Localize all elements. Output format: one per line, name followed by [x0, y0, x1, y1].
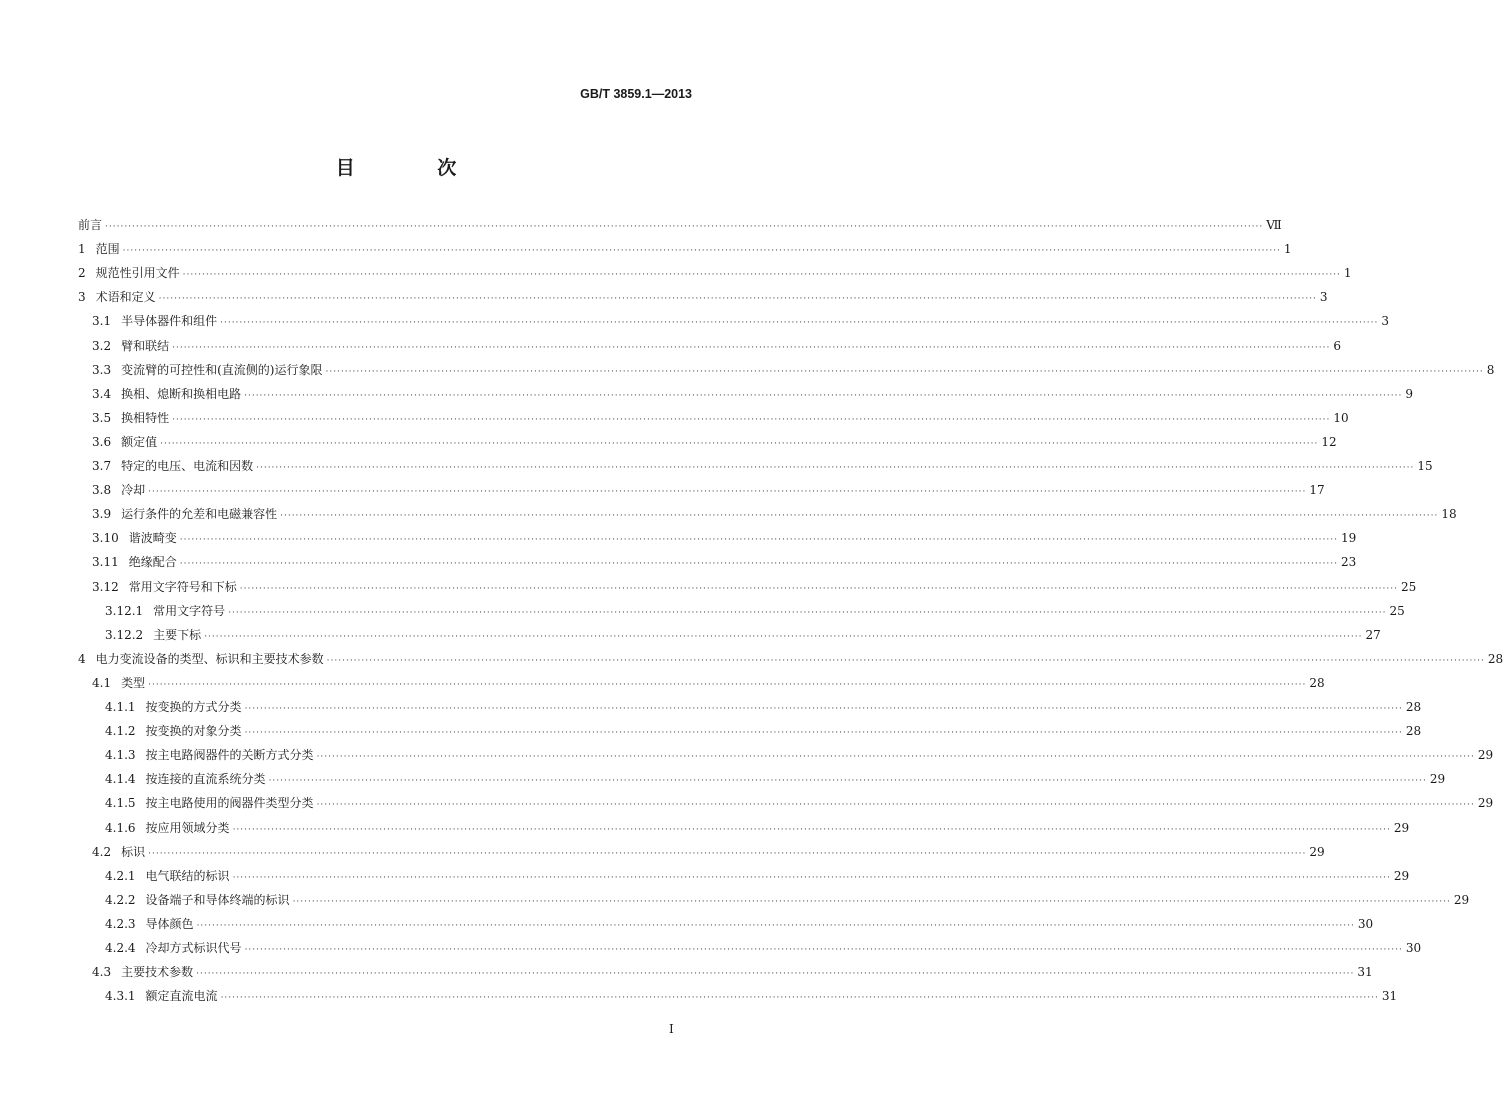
toc-entry-title: 换相特性 — [121, 410, 170, 425]
toc-entry-number: 4.2.3 — [105, 916, 136, 931]
toc-entry-number: 4.2.1 — [105, 868, 136, 883]
toc-dot-leader: ············································································································································································································································································································ — [244, 945, 1403, 955]
toc-dot-leader: ············································································································································································································································································································ — [196, 920, 1355, 931]
toc-dot-leader: ············································································································································································································································································································ — [256, 463, 1415, 473]
toc-entry-title: 特定的电压、电流和因数 — [121, 459, 254, 473]
toc-dot-leader: ············································································································································································································································································································ — [160, 438, 1319, 449]
toc-entry[interactable] — [78, 240, 1292, 258]
page-number: I — [669, 1022, 674, 1036]
toc-entry[interactable] — [105, 987, 1398, 1005]
toc-entry[interactable] — [105, 722, 1422, 740]
toc-entry-title: 换相、熄断和换相电路 — [121, 386, 242, 401]
toc-entry-number: 4.2 — [92, 844, 112, 859]
toc-dot-leader: ············································································································································································································································································································ — [244, 728, 1403, 739]
toc-entry-title: 额定直流电流 — [145, 989, 218, 1004]
toc-entry-number: 4.1.5 — [105, 796, 136, 811]
toc-entry-title: 绝缘配合 — [128, 555, 177, 570]
toc-entry-page: 12 — [1321, 434, 1337, 449]
toc-dot-leader: ············································································································································································································································································································ — [316, 800, 1475, 811]
toc-entry-title: 主要下标 — [153, 627, 202, 642]
toc-dot-leader: ············································································································································································································································································································ — [179, 559, 1338, 570]
toc-entry-title: 设备端子和导体终端的标识 — [145, 892, 290, 907]
toc-entry-title: 按主电路使用的阀器件类型分类 — [145, 796, 314, 811]
toc-entry-number: 3.10 — [92, 531, 119, 546]
toc-entry[interactable] — [105, 626, 1381, 644]
toc-entry-title: 导体颜色 — [145, 916, 194, 931]
toc-dot-leader: ············································································································································································································································································································ — [179, 535, 1338, 546]
toc-entry[interactable] — [105, 602, 1405, 620]
toc-entry-page: 30 — [1405, 941, 1422, 955]
toc-entry-page: 9 — [1405, 386, 1414, 401]
toc-entry-number: 4.1 — [92, 675, 112, 690]
toc-entry-number: 4.1.2 — [105, 724, 136, 739]
toc-entry[interactable] — [92, 674, 1325, 692]
toc-entry-title: 术语和定义 — [95, 290, 156, 305]
toc-entry-number: 1 — [78, 242, 86, 257]
toc-entry-number: 3.1 — [92, 314, 112, 329]
toc-entry-number: 3 — [78, 290, 86, 305]
toc-entry-page: 28 — [1405, 724, 1422, 739]
toc-entry-page: 1 — [1343, 266, 1352, 281]
toc-dot-leader: ············································································································································································································································································································ — [228, 607, 1387, 618]
toc-entry-page: 28 — [1309, 675, 1325, 690]
standard-number: GB/T 3859.1—2013 — [580, 87, 692, 101]
toc-entry-page: 29 — [1453, 892, 1470, 907]
toc-entry-number: 3.6 — [92, 434, 112, 449]
toc-entry-number: 4.1.4 — [105, 772, 136, 787]
toc-entry[interactable] — [92, 481, 1325, 499]
toc-dot-leader: ············································································································································································································································································································ — [244, 704, 1403, 714]
toc-entry[interactable] — [78, 288, 1328, 306]
toc-entry-title: 冷却方式标识代号 — [145, 941, 242, 955]
toc-entry[interactable] — [78, 650, 1503, 668]
toc-entry-number: 2 — [78, 266, 86, 281]
toc-entry-number: 3.11 — [92, 555, 119, 570]
toc-dot-leader: ············································································································································································································································································································ — [172, 342, 1331, 353]
toc-entry[interactable] — [105, 794, 1494, 812]
toc-entry[interactable] — [105, 891, 1470, 909]
toc-dot-leader: ············································································································································································································································································································ — [204, 631, 1363, 642]
toc-entry-page: 31 — [1381, 989, 1398, 1004]
toc-entry-number: 4.3 — [92, 965, 112, 980]
toc-entry-number: 4.1.6 — [105, 820, 136, 835]
toc-entry[interactable] — [92, 578, 1417, 596]
toc-entry[interactable] — [78, 264, 1352, 282]
toc-entry-title: 额定值 — [121, 434, 158, 449]
toc-entry-title: 电气联结的标识 — [145, 868, 230, 883]
toc-entry[interactable] — [105, 939, 1422, 957]
toc-entry-number: 3.12.2 — [105, 627, 144, 642]
toc-dot-leader: ············································································································································································································································································································ — [148, 487, 1307, 498]
toc-dot-leader: ············································································································································································································································································································ — [148, 679, 1307, 690]
toc-entry[interactable] — [92, 312, 1390, 330]
toc-entry-number: 3.9 — [92, 507, 112, 522]
toc-entry[interactable] — [92, 361, 1495, 379]
toc-dot-leader: ············································································································································································································································································································ — [292, 896, 1451, 907]
toc-entry-number: 3.4 — [92, 386, 112, 401]
toc-entry[interactable] — [92, 385, 1414, 403]
toc-dot-leader: ············································································································································································································································································································ — [239, 583, 1398, 594]
toc-entry-number: 3.2 — [92, 338, 112, 353]
toc-entry[interactable] — [92, 843, 1325, 861]
toc-entry-page: 18 — [1441, 507, 1457, 522]
toc-entry-page: 10 — [1333, 410, 1349, 425]
toc-entry-title: 半导体器件和组件 — [121, 314, 218, 329]
toc-entry-page: 29 — [1393, 868, 1410, 883]
toc-entry-page: 30 — [1357, 916, 1374, 931]
toc-entry-title: 范围 — [95, 242, 120, 257]
toc-entry-page: 29 — [1393, 820, 1410, 835]
toc-entry-page: 6 — [1333, 338, 1342, 353]
toc-dot-leader: ············································································································································································································································································································ — [326, 655, 1485, 666]
toc-entry-title: 规范性引用文件 — [95, 266, 180, 281]
toc-dot-leader: ············································································································································································································································································································ — [268, 776, 1427, 787]
toc-entry-number: 4.3.1 — [105, 989, 136, 1004]
toc-entry[interactable] — [92, 457, 1433, 475]
toc-entry[interactable] — [105, 698, 1422, 716]
toc-dot-leader: ············································································································································································································································································································ — [220, 318, 1379, 329]
toc-entry-title: 冷却 — [121, 483, 146, 498]
toc-entry[interactable] — [78, 216, 1282, 234]
toc-entry-title: 运行条件的允差和电磁兼容性 — [121, 507, 278, 522]
toc-entry-page: 28 — [1487, 651, 1503, 666]
toc-entry-title: 电力变流设备的类型、标识和主要技术参数 — [95, 651, 324, 666]
toc-entry-number: 4.1.3 — [105, 748, 136, 763]
toc-entry-title: 常用文字符号 — [153, 603, 226, 618]
toc-dot-leader: ············································································································································································································································································································ — [182, 270, 1341, 281]
toc-entry[interactable] — [92, 409, 1349, 427]
toc-entry-page: 3 — [1381, 314, 1390, 329]
toc-entry-page: 19 — [1341, 531, 1357, 546]
toc-entry-number: 4.2.2 — [105, 892, 136, 907]
toc-entry-number: 3.5 — [92, 410, 112, 425]
toc-dot-leader: ············································································································································································································································································································ — [172, 414, 1331, 425]
toc-entry-page: 29 — [1429, 772, 1446, 787]
toc-entry-number: 3.3 — [92, 362, 112, 377]
toc-dot-leader: ············································································································································································································································································································ — [122, 246, 1281, 257]
toc-entry-title: 主要技术参数 — [121, 965, 194, 980]
toc-entry[interactable] — [92, 529, 1357, 547]
toc-entry[interactable] — [105, 770, 1446, 788]
toc-entry[interactable] — [92, 433, 1337, 451]
toc-entry-title: 标识 — [121, 844, 146, 859]
toc-entry-page: 28 — [1405, 700, 1422, 714]
toc-entry[interactable] — [105, 867, 1410, 885]
toc-entry-page: 8 — [1486, 362, 1495, 377]
toc-entry-title: 按连接的直流系统分类 — [145, 772, 266, 787]
toc-dot-leader: ············································································································································································································································································································ — [196, 969, 1355, 980]
toc-entry-page: Ⅶ — [1266, 218, 1282, 232]
toc-entry-number: 4 — [78, 651, 86, 666]
toc-entry-page: 3 — [1319, 290, 1328, 305]
toc-entry-number: 4.1.1 — [105, 700, 136, 714]
toc-entry-page: 23 — [1341, 555, 1357, 570]
toc-dot-leader: ············································································································································································································································································································ — [316, 752, 1475, 763]
toc-entry[interactable] — [105, 819, 1410, 837]
toc-entry-title: 按应用领域分类 — [145, 820, 230, 835]
toc-entry-page: 29 — [1309, 844, 1325, 859]
toc-entry-page: 29 — [1477, 748, 1494, 763]
toc-entry-number: 3.12 — [92, 579, 119, 594]
toc-entry-page: 31 — [1357, 965, 1373, 980]
toc-entry-title: 谐波畸变 — [128, 531, 177, 546]
toc-entry-page: 1 — [1283, 242, 1292, 257]
toc-entry-number: 4.2.4 — [105, 941, 136, 955]
toc-dot-leader: ············································································································································································································································································································ — [158, 294, 1317, 305]
toc-entry-page: 25 — [1401, 579, 1417, 594]
toc-dot-leader: ············································································································································································································································································································ — [244, 390, 1403, 401]
toc-entry-number: 3.8 — [92, 483, 112, 498]
toc-dot-leader: ············································································································································································································································································································ — [105, 222, 1264, 232]
toc-dot-leader: ············································································································································································································································································································ — [232, 824, 1391, 835]
toc-entry-title: 按变换的对象分类 — [145, 724, 242, 739]
toc-entry-title: 变流臂的可控性和(直流侧的)运行象限 — [121, 362, 323, 377]
toc-entry-number: 3.12.1 — [105, 603, 144, 618]
toc-entry[interactable] — [92, 337, 1342, 355]
toc-dot-leader: ············································································································································································································································································································ — [148, 848, 1307, 859]
toc-entry-title: 臂和联结 — [121, 338, 170, 353]
toc-entry[interactable] — [105, 915, 1374, 933]
toc-dot-leader: ············································································································································································································································································································ — [325, 366, 1484, 377]
toc-entry[interactable] — [105, 746, 1494, 764]
toc-title: 目 次 — [335, 157, 495, 179]
toc-entry-title: 常用文字符号和下标 — [128, 579, 237, 594]
toc-entry[interactable] — [92, 963, 1373, 981]
toc-entry-page: 29 — [1477, 796, 1494, 811]
toc-entry-page: 25 — [1389, 603, 1405, 618]
toc-dot-leader: ············································································································································································································································································································ — [232, 872, 1391, 883]
toc-entry-page: 15 — [1417, 459, 1433, 473]
toc-entry-title: 按主电路阀器件的关断方式分类 — [145, 748, 314, 763]
toc-entry-title: 前言 — [78, 218, 103, 232]
toc-dot-leader: ············································································································································································································································································································ — [280, 511, 1439, 522]
toc-entry-title: 类型 — [121, 675, 146, 690]
toc-dot-leader: ············································································································································································································································································································ — [220, 993, 1379, 1004]
toc-entry[interactable] — [92, 553, 1357, 571]
toc-entry-page: 27 — [1365, 627, 1381, 642]
toc-entry-page: 17 — [1309, 483, 1325, 498]
toc-entry-number: 3.7 — [92, 459, 112, 473]
toc-entry-title: 按变换的方式分类 — [145, 700, 242, 714]
toc-entry[interactable] — [92, 505, 1457, 523]
